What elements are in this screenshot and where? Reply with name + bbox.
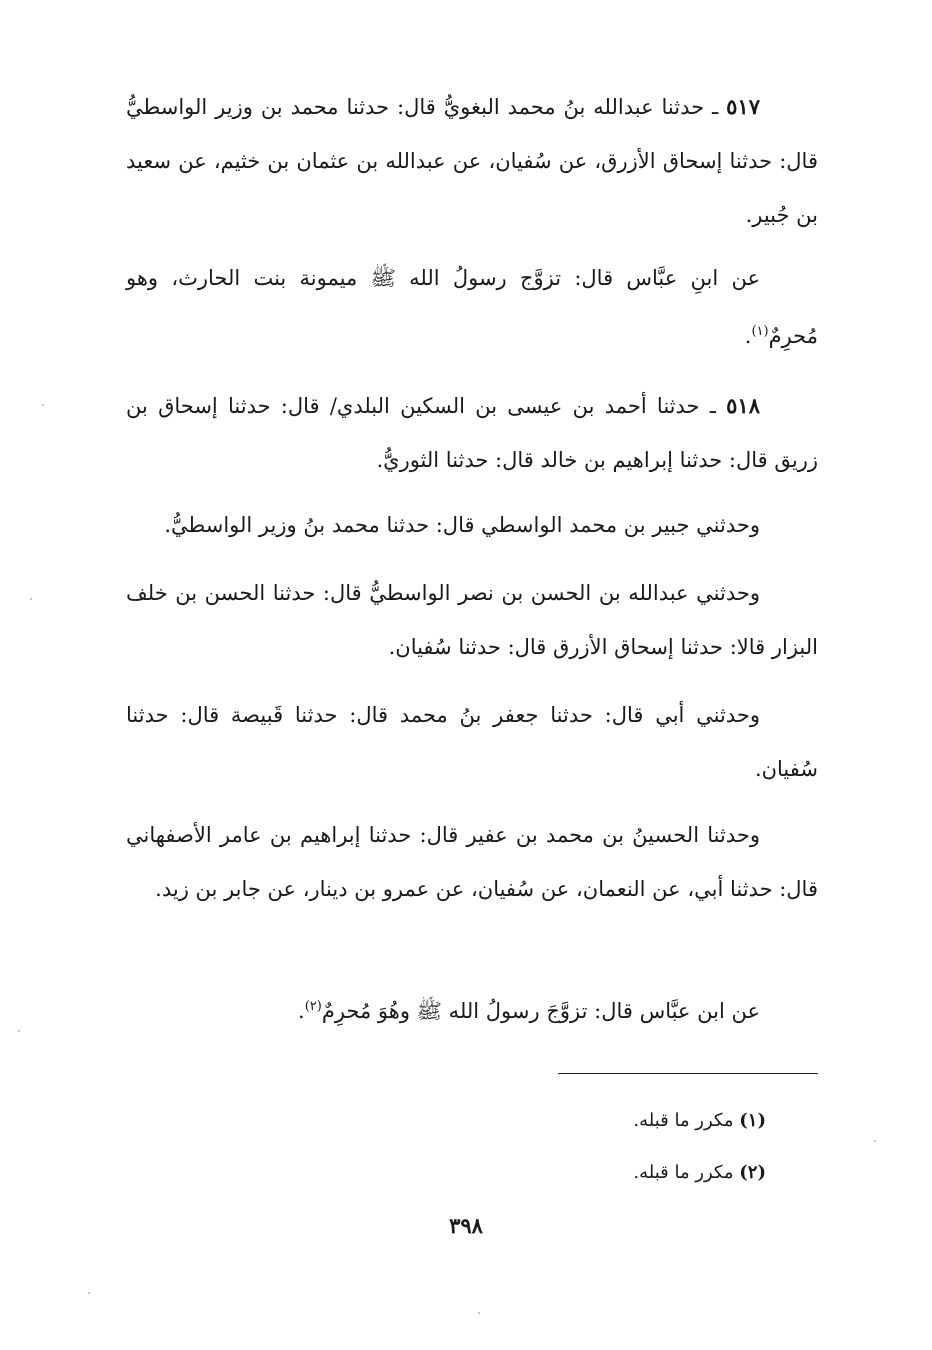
footnote-1 <box>633 1109 766 1133</box>
paragraph-text: حدثنا أحمد بن عيسى بن السكين البلدي/ قال: حدثنا إسحاق بن زريق قال: حدثنا إبراهيم بن خالد قال: حدثنا الثوريُّ. <box>126 394 818 472</box>
hadith-518-matn <box>126 980 818 1038</box>
scan-speck <box>42 404 44 406</box>
paragraph-end: . <box>744 324 752 348</box>
hadith-dash: ـ <box>699 394 727 418</box>
scan-speck <box>874 1140 876 1142</box>
footnote-2 <box>633 1161 766 1185</box>
paragraph-text: وحدثني جبير بن محمد الواسطي قال: حدثنا محمد بنُ وزير الواسطيُّ. <box>164 513 760 537</box>
paragraph-text: عن ابنِ عبَّاس قال: تزوَّج رسولُ الله ﷺ ميمونة بنت الحارث، وهو مُحرِمٌ <box>126 266 818 348</box>
paragraph-text: وحدثني عبدالله بن الحسن بن نصر الواسطيُّ قال: حدثنا الحسن بن خلف البزار قالا: حدثنا إسحاق الأزرق قال: حدثنا سُفيان. <box>126 581 818 659</box>
footnote-number: (١) <box>739 1110 766 1131</box>
footnote-separator <box>558 1073 818 1074</box>
paragraph-text: وحدثنا الحسينُ بن محمد بن عفير قال: حدثنا إبراهيم بن عامر الأصفهاني قال: حدثنا أبي، عن النعمان، عن سُفيان، عن عمرو بن دينار، عن جابر بن زيد. <box>126 823 818 901</box>
scan-speck <box>18 1030 20 1032</box>
chain-paragraph <box>126 498 818 552</box>
footnote-reference: (٢) <box>304 999 322 1014</box>
hadith-517-matn <box>126 251 818 363</box>
hadith-number: ٥١٨ <box>726 393 760 418</box>
footnote-text: مكرر ما قبله. <box>633 1162 734 1183</box>
chain-paragraph <box>126 566 818 674</box>
hadith-number: ٥١٧ <box>726 94 760 119</box>
paragraph-text: حدثنا عبدالله بنُ محمد البغويُّ قال: حدثنا محمد بن وزير الواسطيُّ قال: حدثنا إسحاق الأزرق، عن سُفيان، عن عبدالله بن عثمان بن خثيم، عن سعيد بن جُبير. <box>126 95 818 227</box>
footnote-reference: (١) <box>751 324 769 339</box>
hadith-dash: ـ <box>704 95 727 119</box>
footnote-number: (٢) <box>739 1162 766 1183</box>
chain-paragraph <box>126 688 818 796</box>
chain-paragraph <box>126 808 818 916</box>
page-number: ٣٩٨ <box>449 1213 483 1238</box>
paragraph-text: وحدثني أبي قال: حدثنا جعفر بنُ محمد قال: حدثنا قَبيصة قال: حدثنا سُفيان. <box>126 703 818 781</box>
footnote-text: مكرر ما قبله. <box>633 1110 734 1131</box>
hadith-517-isnad <box>126 80 818 242</box>
scan-speck <box>478 1312 480 1314</box>
paragraph-end: . <box>298 999 305 1023</box>
scan-speck <box>88 1292 90 1294</box>
scan-speck <box>30 598 32 600</box>
paragraph-text: عن ابن عبَّاس قال: تزوَّجَ رسولُ الله ﷺ وهُوَ مُحرِمٌ <box>321 999 760 1023</box>
hadith-518-isnad <box>126 379 818 487</box>
